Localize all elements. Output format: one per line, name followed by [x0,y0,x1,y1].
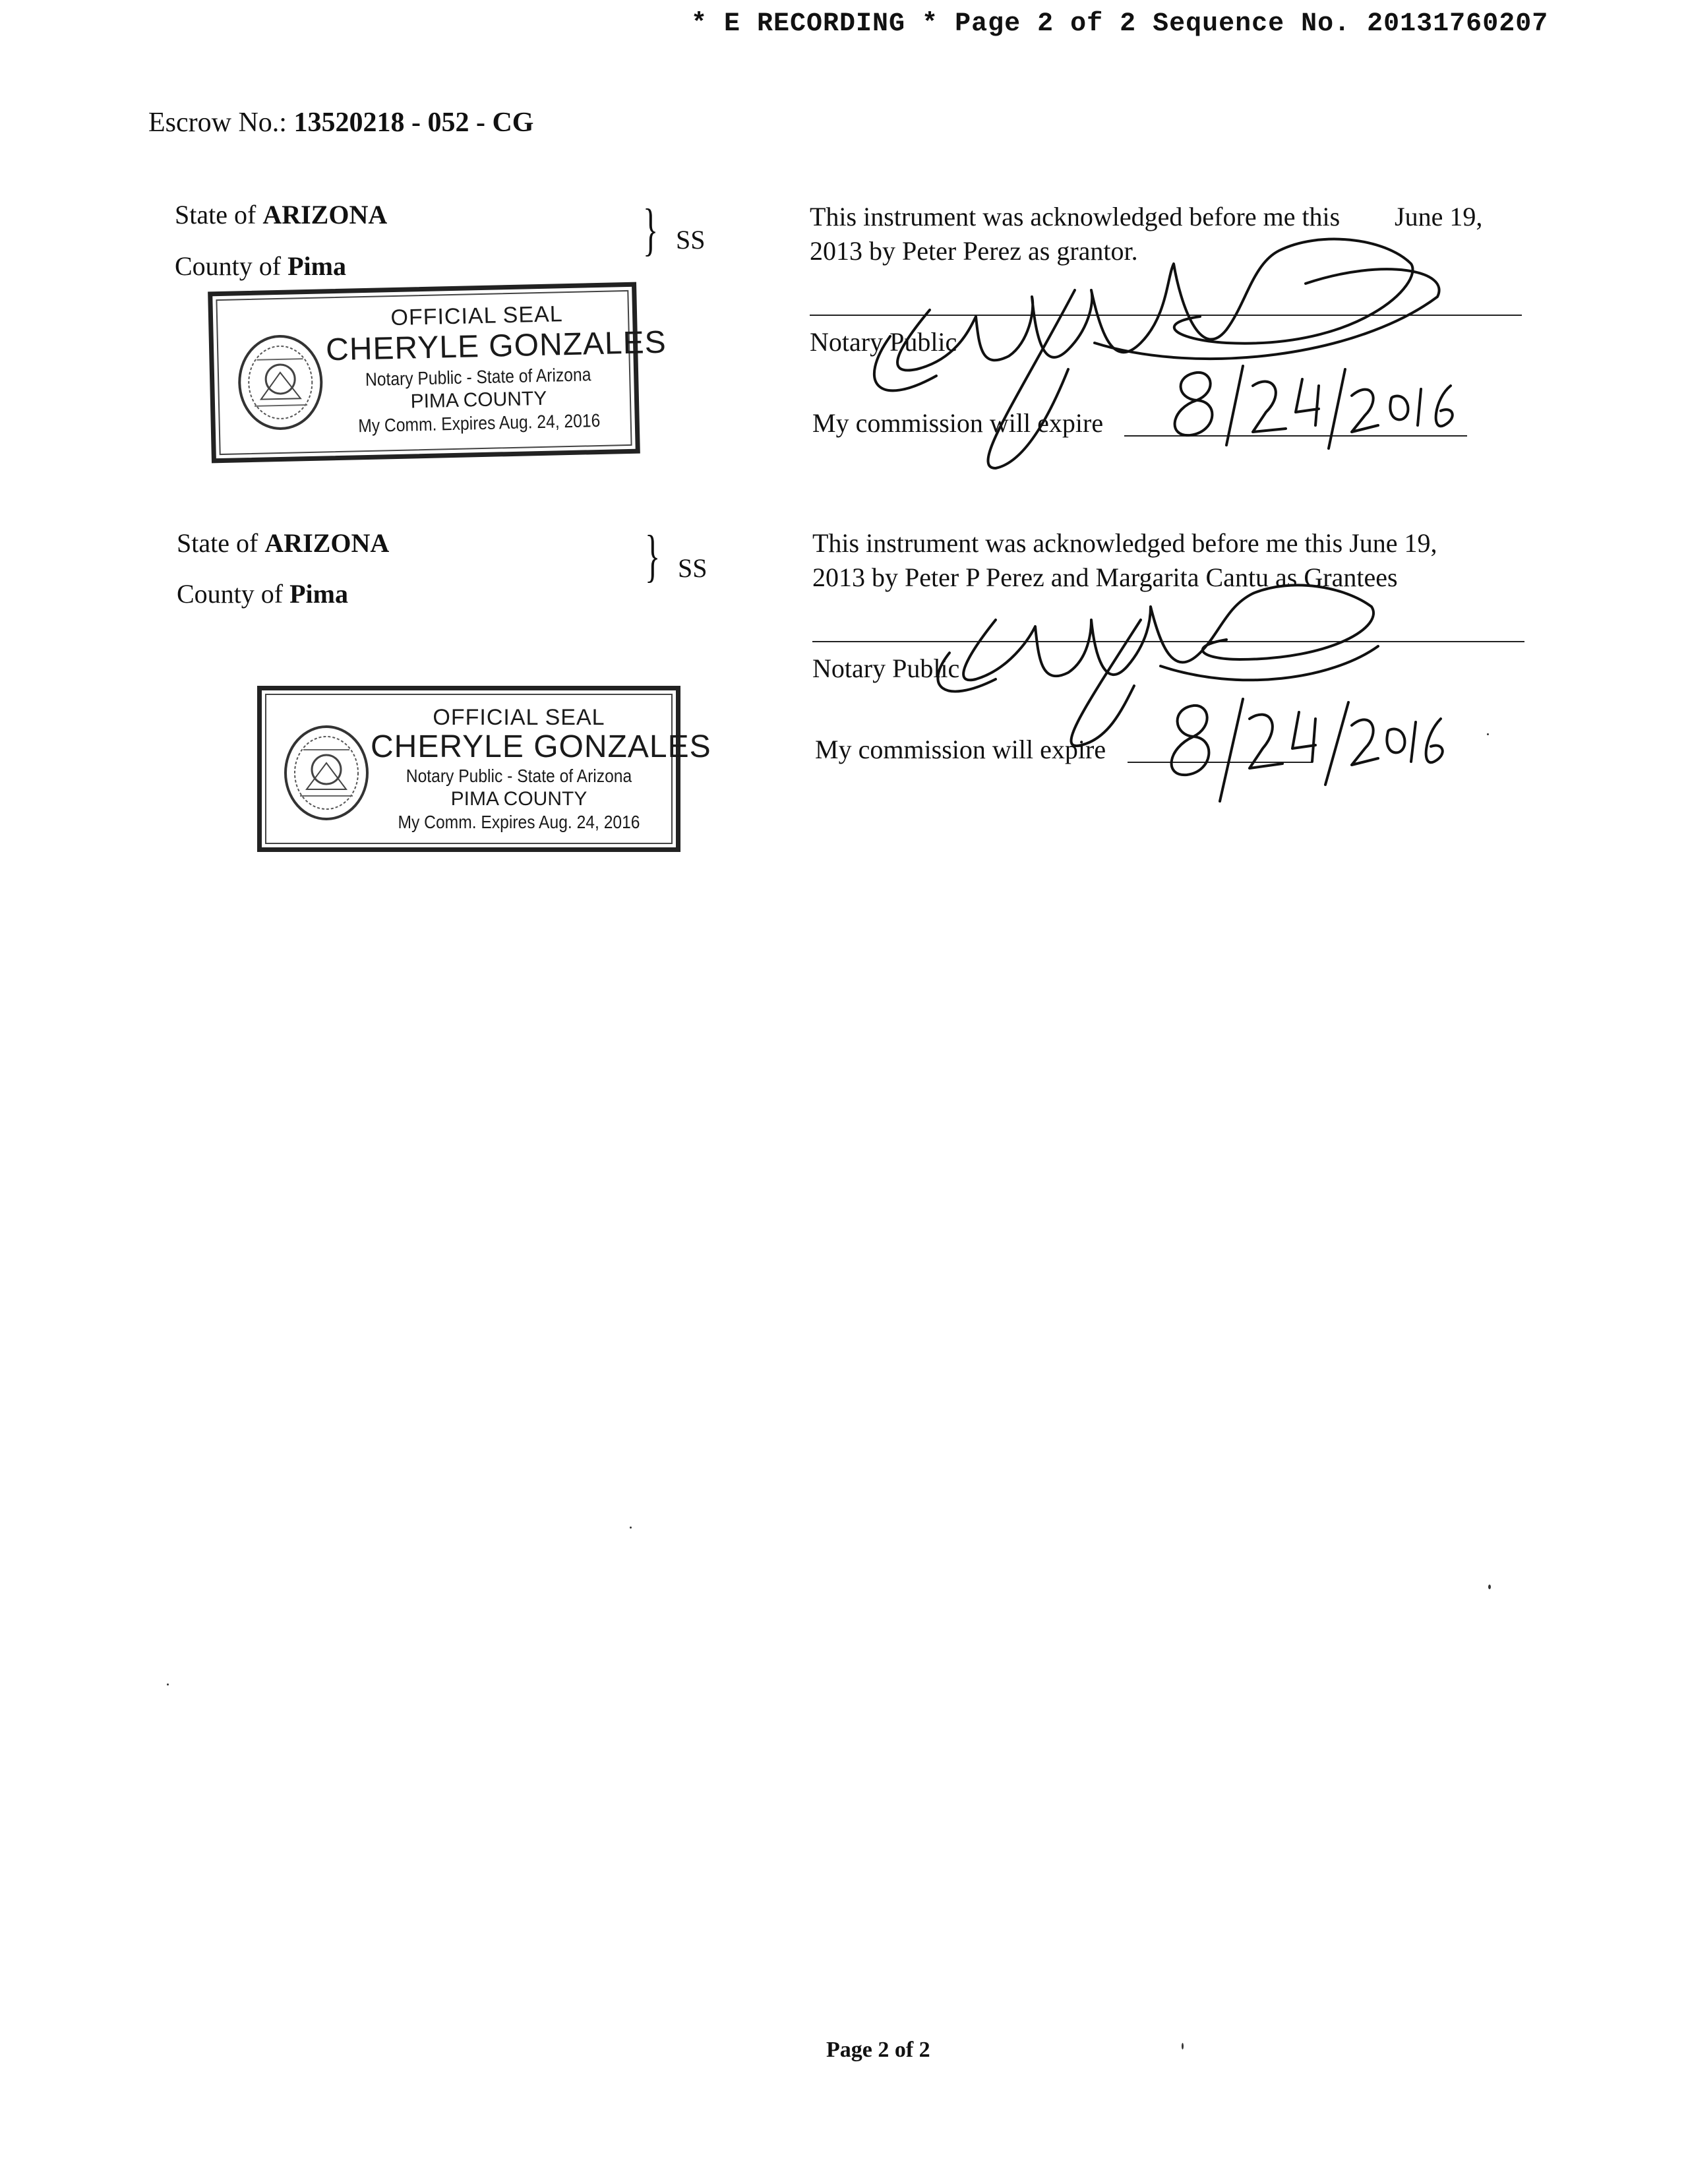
commission-label-2: My commission will expire [815,735,1106,764]
seal-title: OFFICIAL SEAL [390,301,564,331]
escrow-label: Escrow No.: [148,107,287,138]
ss-label-1: SS [676,225,706,255]
county-line-1 [175,251,346,282]
county-prefix: County of [175,251,282,281]
seal-expiry: My Comm. Expires Aug. 24, 2016 [398,812,640,832]
county-name: Pima [287,251,346,281]
ack-line-1b: 2013 by Peter Perez as grantor. [810,236,1138,266]
state-line-1 [175,199,387,230]
seal-notary-name: CHERYLE GONZALES [371,729,711,764]
notary-public-label-1: Notary Public [810,327,957,357]
recording-header: * E RECORDING * Page 2 of 2 Sequence No. 20131760207 [691,9,1549,39]
handwritten-date-1 [1160,359,1464,452]
seal-title: OFFICIAL SEAL [433,705,605,730]
brace-1: } [643,198,659,262]
county-prefix: County of [177,579,284,609]
ack-date-1: June 19, [1395,202,1483,231]
ss-label-2: SS [678,553,708,583]
state-name: ARIZONA [264,528,390,558]
ack-line-1a: This instrument was acknowledged before me this [810,202,1341,231]
seal-notary-name: CHERYLE GONZALES [325,324,667,368]
notary-public-label-2: Notary Public [812,653,960,683]
handwritten-date-2 [1157,686,1447,804]
state-prefix: State of [175,200,256,229]
state-emblem-icon [233,332,328,433]
state-line-2 [177,528,389,559]
notary-seal-stamp-2 [257,686,711,852]
seal-notary-state: Notary Public - State of Arizona [406,766,632,786]
page-number-footer: Page 2 of 2 [826,2038,930,2062]
state-name: ARIZONA [262,200,388,229]
seal-county: PIMA COUNTY [410,387,547,413]
seal-notary-state: Notary Public - State of Arizona [365,364,591,390]
ack-line-2a: This instrument was acknowledged before me this June 19, [812,528,1437,558]
state-prefix: State of [177,528,258,558]
commission-label-1: My commission will expire [812,408,1104,438]
county-line-2 [177,578,348,609]
ack-line-2b: 2013 by Peter P Perez and Margarita Cantu as Grantees [812,562,1398,592]
county-name: Pima [289,579,348,609]
escrow-line [148,107,533,138]
escrow-number: 13520218 - 052 - CG [293,107,534,138]
notary-seal-stamp-1 [208,282,667,464]
seal-county: PIMA COUNTY [450,788,588,810]
state-emblem-icon [280,723,373,822]
seal-expiry: My Comm. Expires Aug. 24, 2016 [357,410,601,437]
notary-signature-1 [857,218,1464,495]
brace-2: } [645,524,661,588]
